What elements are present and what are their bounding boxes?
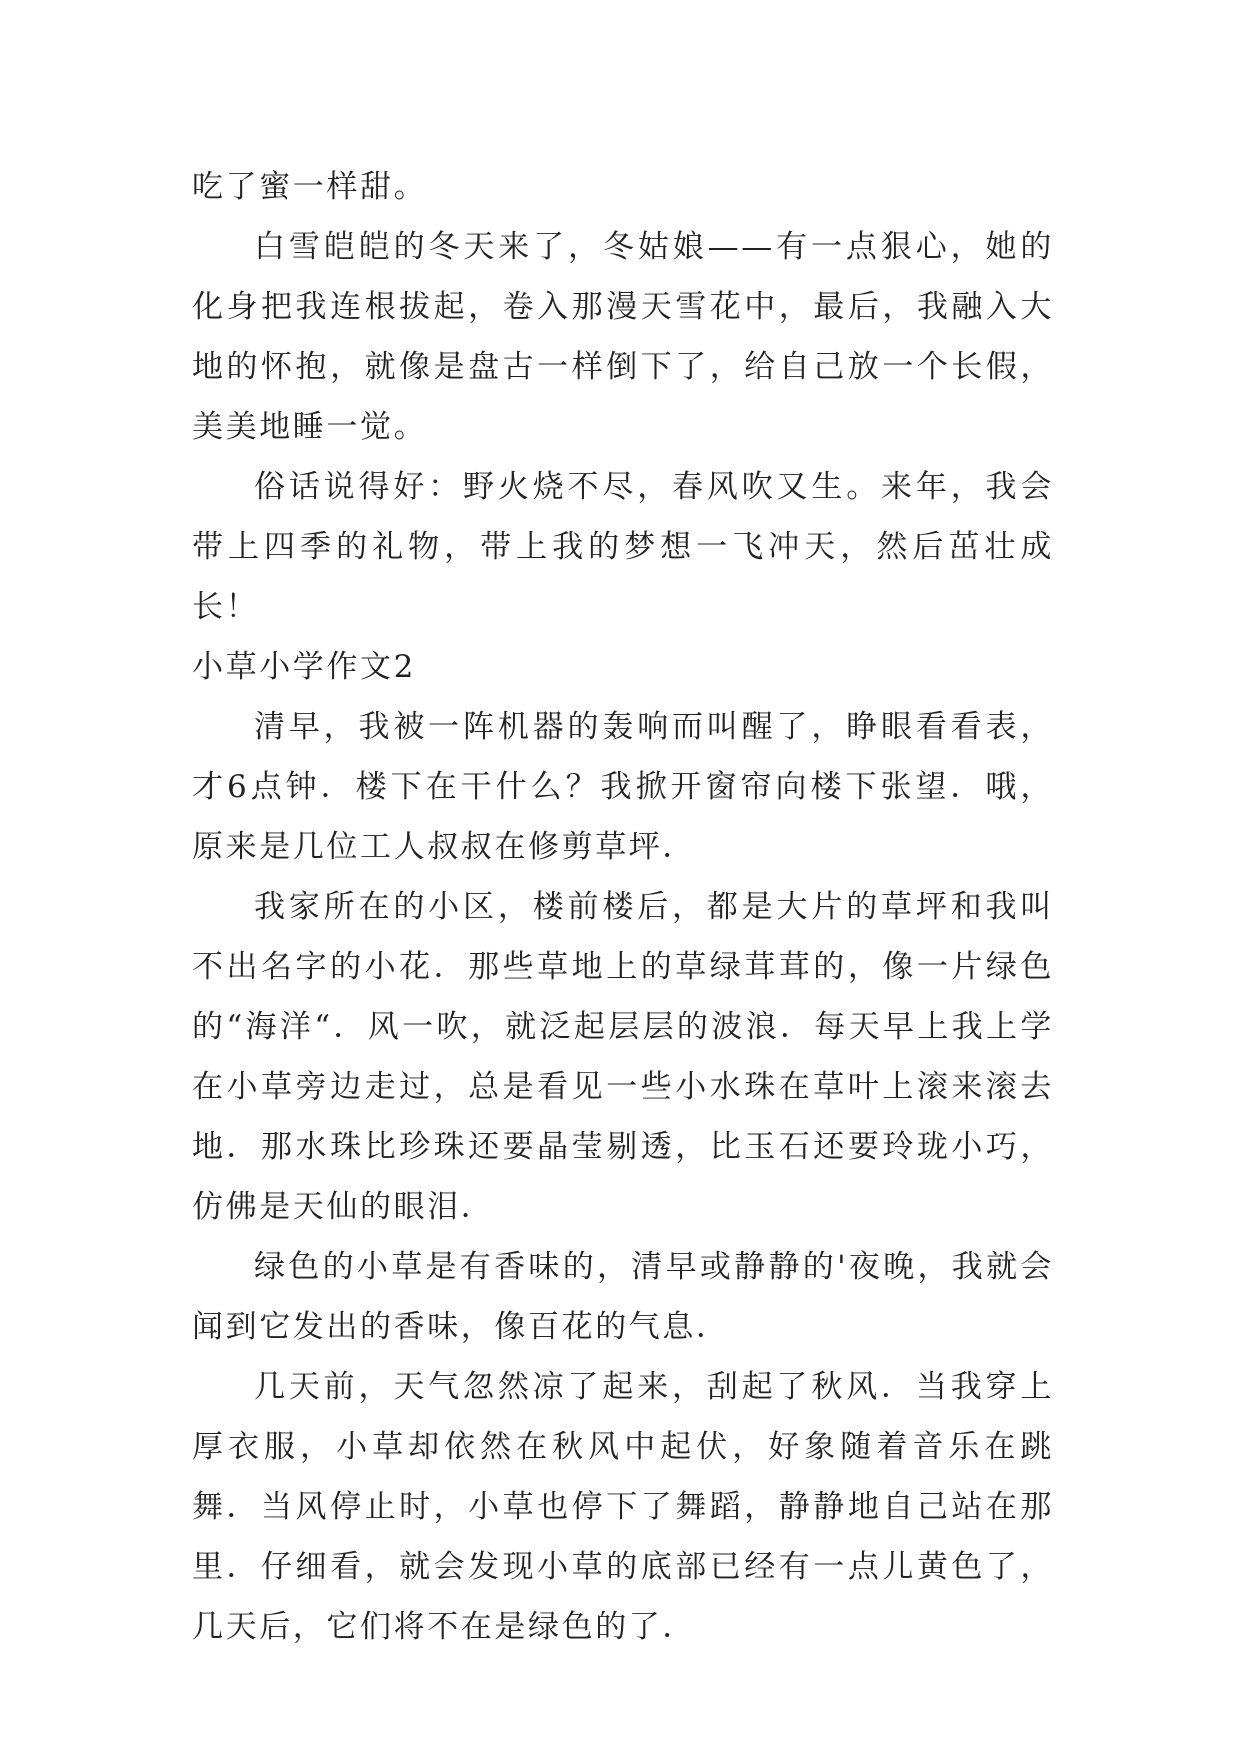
document-body <box>192 157 1054 1657</box>
paragraph: 白雪皑皑的冬天来了，冬姑娘——有一点狠心，她的化身把我连根拔起，卷入那漫天雪花中，最后，我融入大地的怀抱，就像是盘古一样倒下了，给自己放一个长假，美美地睡一觉。 <box>192 229 1054 445</box>
paragraph: 吃了蜜一样甜。 <box>192 169 428 205</box>
paragraph: 清早，我被一阵机器的轰响而叫醒了，睁眼看看表，才6点钟．楼下在干什么？我掀开窗帘向楼下张望．哦，原来是几位工人叔叔在修剪草坪． <box>192 709 1054 865</box>
section-title: 小草小学作文2 <box>192 649 416 685</box>
paragraph: 几天前，天气忽然凉了起来，刮起了秋风．当我穿上厚衣服，小草却依然在秋风中起伏，好象随着音乐在跳舞．当风停止时，小草也停下了舞蹈，静静地自己站在那里．仔细看，就会发现小草的底部已经有一点儿黄色了，几天后，它们将不在是绿色的了． <box>192 1369 1054 1645</box>
paragraph: 我家所在的小区，楼前楼后，都是大片的草坪和我叫不出名字的小花．那些草地上的草绿茸茸的，像一片绿色的“海洋“．风一吹，就泛起层层的波浪．每天早上我上学在小草旁边走过，总是看见一些小水珠在草叶上滚来滚去地．那水珠比珍珠还要晶莹剔透，比玉石还要玲珑小巧，仿佛是天仙的眼泪． <box>192 889 1054 1225</box>
paragraph: 绿色的小草是有香味的，清早或静静的'夜晚，我就会闻到它发出的香味，像百花的气息． <box>192 1249 1054 1345</box>
paragraph: 俗话说得好：野火烧不尽，春风吹又生。来年，我会带上四季的礼物，带上我的梦想一飞冲天，然后茁壮成长！ <box>192 469 1054 625</box>
